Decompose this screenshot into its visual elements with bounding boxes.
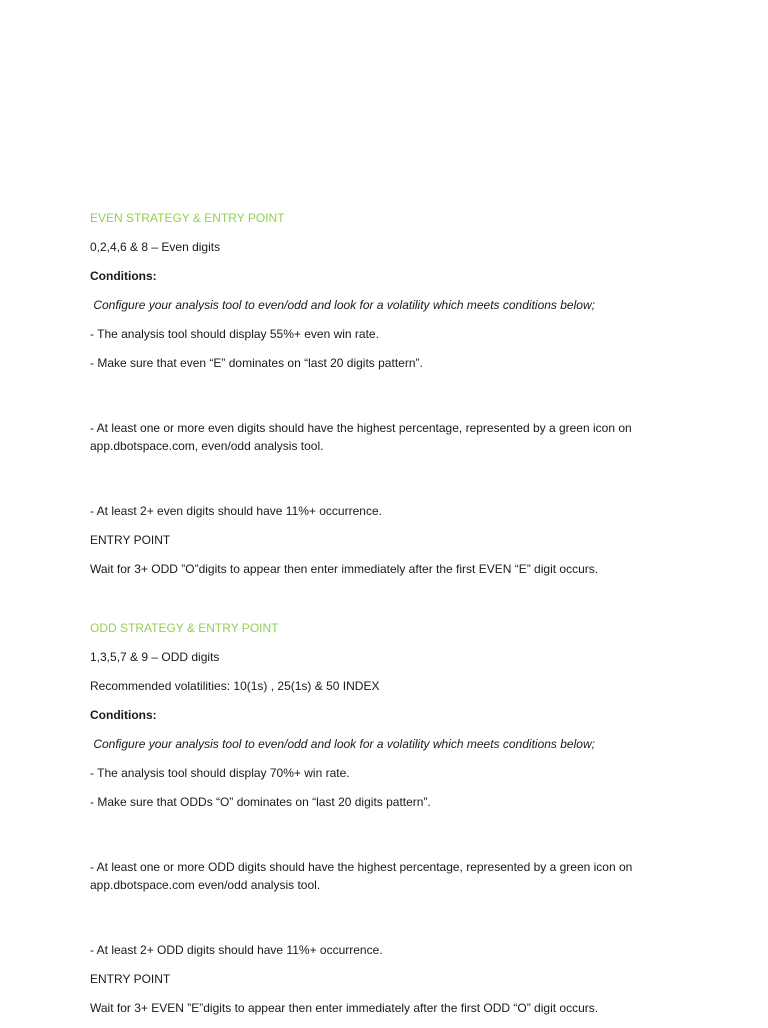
odd-digits-line: 1,3,5,7 & 9 – ODD digits: [90, 650, 220, 664]
odd-entry-point-label: ENTRY POINT: [90, 972, 171, 986]
odd-occurrence-rule: - At least 2+ ODD digits should have 11%+ occurrence.: [90, 943, 383, 957]
even-entry-point-label: ENTRY POINT: [90, 533, 171, 547]
odd-highest-percentage-line-1: - At least one or more ODD digits should have the highest percentage, represented by a green icon on: [90, 860, 633, 874]
section-spacer: [90, 589, 750, 619]
odd-recommended-volatilities: Recommended volatilities: 10(1s) , 25(1s) & 50 INDEX: [90, 679, 380, 693]
odd-strategy-heading: ODD STRATEGY & ENTRY POINT: [90, 621, 279, 635]
odd-entry-point-text: Wait for 3+ EVEN ”E”digits to appear then enter immediately after the first ODD “O” digit occurs.: [90, 1001, 599, 1015]
even-strategy-section: [90, 209, 750, 578]
odd-highest-percentage-rule: [90, 822, 750, 930]
odd-strategy-section: [90, 619, 750, 1017]
even-highest-percentage-line-2: app.dbotspace.com, even/odd analysis tool.: [90, 439, 324, 453]
odd-dominance-rule: - Make sure that ODDs “O” dominates on “last 20 digits pattern”.: [90, 795, 431, 809]
odd-conditions-label: Conditions:: [90, 708, 157, 722]
even-occurrence-rule: - At least 2+ even digits should have 11%+ occurrence.: [90, 504, 382, 518]
even-conditions-label: Conditions:: [90, 269, 157, 283]
odd-highest-percentage-line-2: app.dbotspace.com even/odd analysis tool.: [90, 878, 321, 892]
even-dominance-rule: - Make sure that even “E” dominates on “last 20 digits pattern”.: [90, 356, 423, 370]
even-highest-percentage-line-1: - At least one or more even digits should have the highest percentage, represented by a green icon on: [90, 421, 632, 435]
even-configure-note: Configure your analysis tool to even/odd and look for a volatility which meets conditions below;: [90, 298, 595, 312]
odd-win-rate-rule: - The analysis tool should display 70%+ win rate.: [90, 766, 350, 780]
odd-configure-note: Configure your analysis tool to even/odd and look for a volatility which meets conditions below;: [90, 737, 595, 751]
document-page: [90, 209, 750, 1028]
even-entry-point-text: Wait for 3+ ODD ”O”digits to appear then enter immediately after the first EVEN “E” digit occurs.: [90, 562, 599, 576]
even-strategy-heading: EVEN STRATEGY & ENTRY POINT: [90, 211, 285, 225]
even-digits-line: 0,2,4,6 & 8 – Even digits: [90, 240, 221, 254]
even-highest-percentage-rule: [90, 383, 750, 491]
even-win-rate-rule: - The analysis tool should display 55%+ even win rate.: [90, 327, 379, 341]
